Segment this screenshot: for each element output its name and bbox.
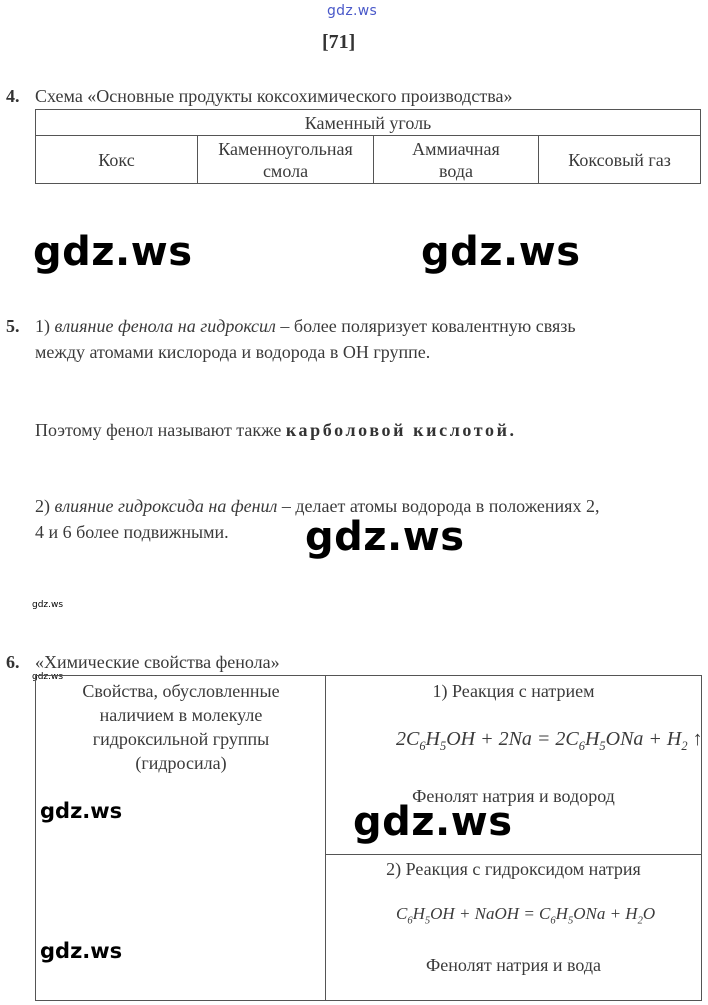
watermark: gdz.ws — [305, 514, 465, 560]
q6-title: «Химические свойства фенола» — [35, 652, 280, 672]
q5-p1-italic: влияние фенола на гидроксил — [54, 316, 276, 336]
reaction2-formula: $C_6H_5OH$ + NaOH = $C_6H_5ONa + H_2O$ — [396, 904, 656, 927]
hydroxyl-properties-cell: Свойства, обусловленные наличием в молекуле гидроксильной группы (гидросила) — [82, 681, 280, 773]
q5-point1-line1 — [35, 316, 703, 337]
reaction2-title: 2) Реакция с гидроксидом натрия — [386, 859, 641, 879]
watermark-small: gdz.ws — [32, 672, 64, 682]
product-cell: Коксовый газ — [539, 136, 701, 184]
product-cell: Кокс — [36, 136, 198, 184]
carbolic-acid-term: карболовой кислотой. — [285, 420, 517, 440]
watermark: gdz.ws — [40, 939, 123, 963]
reaction1-title: 1) Реакция с натрием — [432, 681, 595, 701]
table-divider — [325, 676, 326, 1000]
q5-point1-line2: между атомами кислорода и водорода в ОН группе. — [35, 342, 431, 362]
q5-p3-rest: – делает атомы водорода в положениях 2, — [277, 496, 600, 516]
q5-p3-italic: влияние гидроксида на фенил — [54, 496, 278, 516]
q5-p2-text: Поэтому фенол называют также — [35, 420, 286, 440]
coke-products-table — [35, 109, 701, 184]
watermark: gdz.ws — [421, 229, 581, 275]
q5-p1-label: 1) — [35, 316, 50, 336]
q5-point2-line2: 4 и 6 более подвижными. — [35, 522, 229, 542]
q5-p3-label: 2) — [35, 496, 50, 516]
table-divider — [325, 854, 701, 855]
product-label: Аммиачная вода — [412, 138, 500, 181]
page-number: [71] — [322, 31, 356, 53]
product-label: Каменноугольная смола — [218, 138, 353, 181]
watermark-small: gdz.ws — [32, 600, 64, 610]
q5-p1-rest: – более поляризует ковалентную связь — [275, 316, 576, 336]
q4-number: 4. — [6, 86, 20, 106]
q4-title: Схема «Основные продукты коксохимического производства» — [35, 86, 513, 106]
q5-phenol-name — [35, 420, 517, 441]
watermark: gdz.ws — [33, 229, 193, 275]
watermark: gdz.ws — [353, 799, 513, 845]
product-cell — [198, 136, 374, 184]
table-header-coal: Каменный уголь — [36, 110, 701, 136]
product-cell — [374, 136, 539, 184]
reaction1-formula: $2C_6H_5OH + 2Na = 2C_6H_5ONa + H_2$ ↑ — [396, 728, 703, 753]
watermark: gdz.ws — [40, 799, 123, 823]
header-watermark: gdz.ws — [327, 3, 378, 19]
q5-number: 5. — [6, 316, 20, 336]
reaction2-result: Фенолят натрия и вода — [425, 955, 602, 975]
reaction1-result: Фенолят натрия и водород — [412, 786, 615, 806]
q6-number: 6. — [6, 652, 20, 672]
